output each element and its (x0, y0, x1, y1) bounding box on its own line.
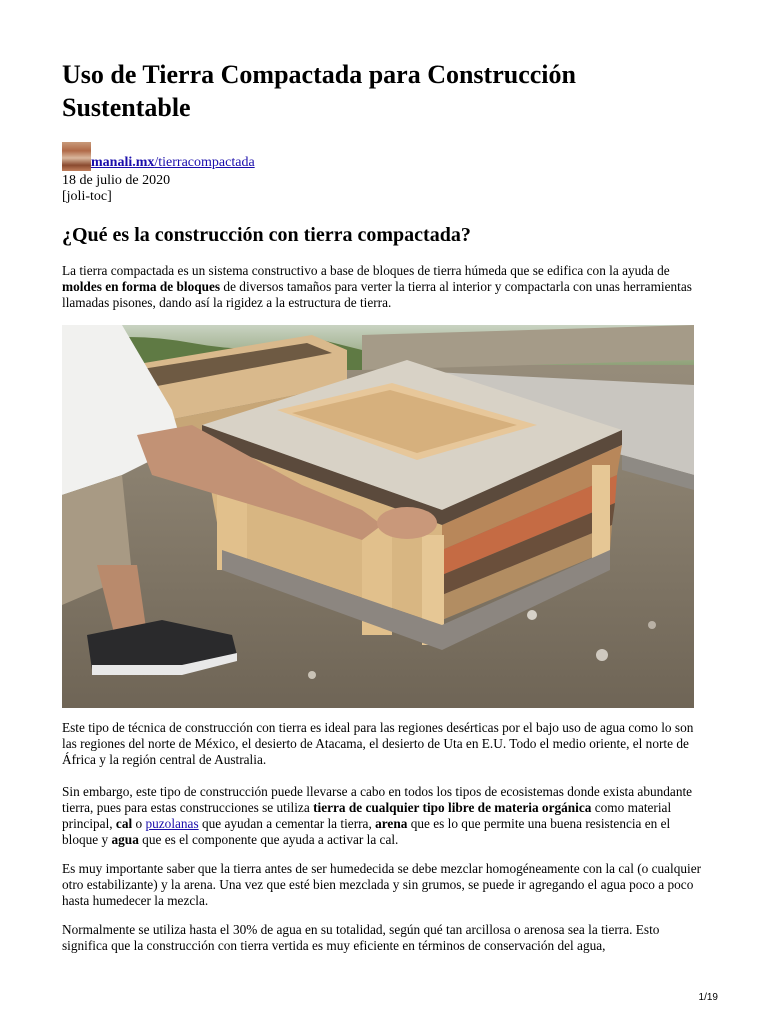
author-avatar (62, 142, 91, 171)
author-domain: manali.mx (91, 155, 155, 170)
p3-text-2: como material principal, (62, 800, 672, 831)
p3-bold-3: arena (375, 816, 408, 831)
paragraph-2: Este tipo de técnica de construcción con tierra es ideal para las regiones desérticas por el bajo uso de agua como lo son las regiones del norte de México, el desierto de Atacama, el desierto de Uta en E.U. Todo el medio oriente, el norte de África y la región central de Australia. (62, 720, 694, 767)
p3-bold-1: tierra de cualquier tipo libre de materia orgánica (313, 800, 592, 815)
p3-text-4: que ayudan a cementar la tierra, (198, 816, 376, 831)
toc-shortcode: [joli-toc] (62, 189, 112, 204)
puzolanas-link[interactable]: puzolanas (145, 816, 199, 831)
p1-text-1: La tierra compactada es un sistema constructivo a base de bloques de tierra húmeda que se edifica con la ayuda de (62, 263, 670, 278)
paragraph-5: Normalmente se utiliza hasta el 30% de agua en su totalidad, según qué tan arcillosa o arenosa sea la tierra. Esto significa que la construcción con tierra vertida es muy eficiente en términos de conservación del agua, (62, 922, 660, 953)
p3-text-1: Sin embargo, este tipo de construcción puede llevarse a cabo en todos los tipos de ecosistemas donde exista abundante tierra, pues para estas construcciones se utiliza (62, 784, 693, 815)
publish-date: 18 de julio de 2020 (62, 173, 171, 188)
p1-text-2: de diversos tamaños para verter la tierra al interior y compactarla con unas herramientas llamadas pisones, dando así la rigidez a la estructura de tierra. (62, 279, 692, 310)
p3-bold-2: cal (115, 816, 133, 831)
p3-text-5: que es lo que permite una buena resistencia en el bloque y (62, 816, 671, 847)
p3-text-6: que es el componente que ayuda a activar la cal. (138, 832, 399, 847)
section-heading: ¿Qué es la construcción con tierra compactada? (62, 224, 471, 246)
page-indicator: 1/19 (698, 992, 718, 1003)
paragraph-3 (62, 784, 702, 848)
paragraph-1 (62, 263, 702, 311)
author-link[interactable] (91, 155, 255, 171)
p3-bold-4: agua (111, 832, 139, 847)
p3-text-3: o (132, 816, 146, 831)
author-line (62, 141, 255, 171)
p1-bold-1: moldes en forma de bloques (62, 279, 221, 294)
rammed-earth-mold-photo (62, 325, 694, 708)
author-path: /tierracompactada (154, 155, 255, 170)
paragraph-4: Es muy importante saber que la tierra antes de ser humedecida se debe mezclar homogéneamente con la cal (o cualquier otro estabilizante) y la arena. Una vez que esté bien mezclada y sin grumos, se puede ir agregando el agua poco a poco hasta humedecer la mezcla. (62, 861, 702, 908)
document-title: Uso de Tierra Compactada para Construcción Sustentable (62, 60, 576, 122)
